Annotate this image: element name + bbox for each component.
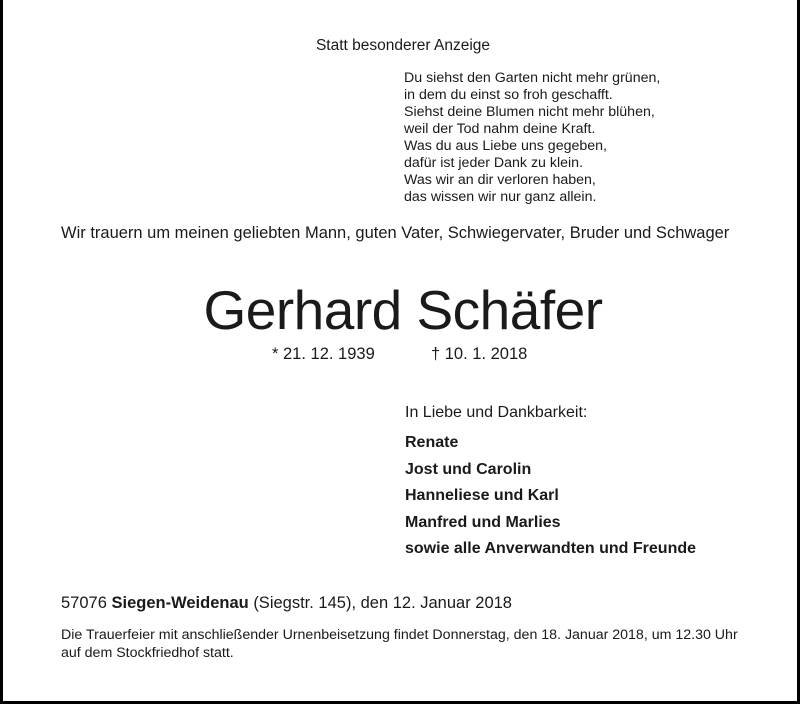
address-date: (Siegstr. 145), den 12. Januar 2018 xyxy=(253,594,512,612)
postcode: 57076 xyxy=(61,594,107,612)
family-member: Hanneliese und Karl xyxy=(405,487,559,504)
poem xyxy=(404,70,660,206)
poem-line: Was wir an dir verloren haben, xyxy=(404,172,596,188)
poem-line: Du siehst den Garten nicht mehr grünen, xyxy=(404,70,661,86)
poem-line: dafür ist jeder Dank zu klein. xyxy=(404,155,584,171)
poem-line: Was du aus Liebe uns gegeben, xyxy=(404,138,607,154)
notice-header: Statt besonderer Anzeige xyxy=(315,37,491,54)
service-info: Die Trauerfeier mit anschließender Urnenbeisetzung findet Donnerstag, den 18. Januar 2018, um 12.30 Uhr auf dem Stockfriedhof statt. xyxy=(61,627,738,661)
poem-line: weil der Tod nahm deine Kraft. xyxy=(404,121,596,137)
family-member: Manfred und Marlies xyxy=(405,513,561,531)
deceased-name: Gerhard Schäfer xyxy=(203,279,603,341)
poem-line: Siehst deine Blumen nicht mehr blühen, xyxy=(404,104,655,120)
town: Siegen-Weidenau xyxy=(111,594,249,612)
family-member: Jost und Carolin xyxy=(405,460,532,478)
poem-line: in dem du einst so froh geschafft. xyxy=(404,87,613,103)
love-line: In Liebe und Dankbarkeit: xyxy=(405,404,588,421)
mourning-text: Wir trauern um meinen geliebten Mann, guten Vater, Schwiegervater, Bruder und Schwager xyxy=(61,224,730,242)
family-list xyxy=(405,430,696,563)
place-and-date xyxy=(61,594,512,613)
death-date: † 10. 1. 2018 xyxy=(431,345,528,363)
family-member: sowie alle Anverwandten und Freunde xyxy=(405,540,697,557)
family-member: Renate xyxy=(405,434,459,451)
poem-line: das wissen wir nur ganz allein. xyxy=(404,189,597,205)
birth-date: * 21. 12. 1939 xyxy=(272,345,375,363)
